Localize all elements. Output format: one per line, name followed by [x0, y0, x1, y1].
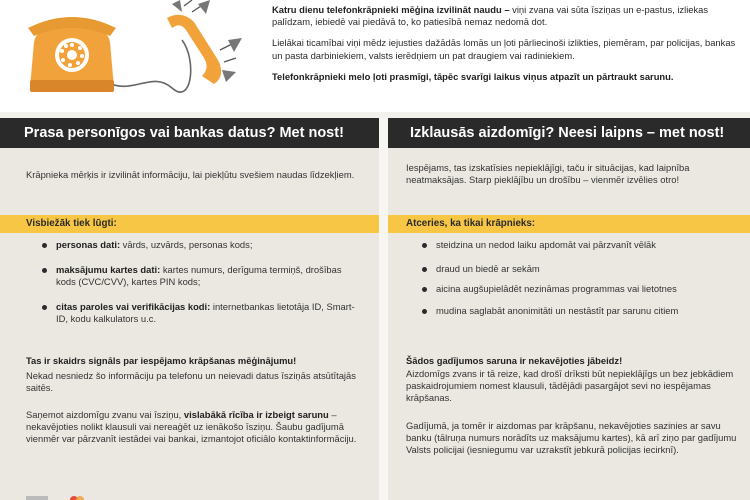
footer-logo: [22, 494, 102, 500]
list-item: draud un biedē ar sekām: [436, 263, 540, 274]
left-band: Visbiežāk tiek lūgti:: [0, 215, 379, 233]
telephone-illustration: [22, 0, 247, 108]
left-signal-heading: Tas ir skaidrs signāls par iespējamo krāpšanas mēģinājumu!: [26, 355, 297, 366]
list-item: aicina augšupielādēt nezināmas programmas vai lietotnes: [436, 283, 677, 294]
bullet-dot: [422, 243, 427, 248]
left-signal-text: Nekad nesniedz šo informāciju pa telefonu un neievadi datus īsziņās atsūtītajās saitēs.: [26, 370, 356, 394]
intro-paragraph-1: Katru dienu telefonkrāpnieki mēģina izvilināt naudu – viņi zvana vai sūta īsziņas un e-pastus, izliekas palīdzam, iebiedē vai piedāvā to, ko patiesībā nemaz nedomā dot.: [272, 4, 709, 28]
left-column: [0, 148, 379, 500]
right-final-text: Gadījumā, ja tomēr ir aizdomas par krāpšanu, nekavējoties sazinies ar savu banku (tālruņa numurs norādīts uz maksājumu kartes), kā arī ziņo par gadījumu Valsts policijai (iesniegumu var uzrakstīt jebkurā policijas iecirknī).: [406, 420, 737, 456]
list-item: maksājumu kartes dati: kartes numurs, derīguma termiņš, drošības kods (CVC/CVV), kartes PIN kods;: [56, 264, 342, 287]
bullet-dot: [422, 287, 427, 292]
right-column: [388, 148, 750, 500]
top-section: [0, 0, 750, 112]
right-header: Izklausās aizdomīgi? Neesi laipns – met nost!: [388, 118, 750, 148]
right-action-heading: Šādos gadījumos saruna ir nekavējoties jābeidz!: [406, 355, 623, 366]
list-item: mudina saglabāt anonimitāti un nestāstīt par sarunu citiem: [436, 305, 679, 316]
left-advice: Saņemot aizdomīgu zvanu vai īsziņu, vislabākā rīcība ir izbeigt sarunu – nekavējoties nolikt klausuli vai nereaģēt uz ienākošo īsziņu. Šaubu gadījumā vienmēr var pārzvanīt iestādei vai bankai, izmantojot oficiālo kontaktinformāciju.: [26, 409, 357, 445]
intro-paragraph-2: Lielākai ticamībai viņi mēdz iejusties dažādās lomās un ļoti pārliecinoši izlikties, piemēram, par policijas, bankas un pasta darbiniekiem, valsts ierēdņiem un pat draugiem vai radiniekiem.: [272, 37, 736, 61]
bullet-dot: [422, 309, 427, 314]
bullet-dot: [42, 243, 47, 248]
column-divider: [379, 118, 388, 500]
list-item: citas paroles vai verifikācijas kodi: internetbankas lietotāja ID, Smart-ID, kodu kalkulators u.c.: [56, 301, 355, 324]
left-intro: Krāpnieka mērķis ir izvilināt informāciju, lai piekļūtu svešiem naudas līdzekļiem.: [26, 169, 355, 180]
intro-text: [272, 4, 742, 92]
bullet-dot: [42, 268, 47, 273]
bullet-dot: [422, 267, 427, 272]
list-item: personas dati: vārds, uzvārds, personas kods;: [56, 239, 253, 250]
right-intro: Iespējams, tas izskatīsies nepieklājīgi, taču ir situācijas, kad laipnība neatmaksājas. Starp pieklājību un drošību – vienmēr izvēlies otro!: [406, 162, 690, 186]
bullet-dot: [42, 305, 47, 310]
intro-paragraph-3: Telefonkrāpnieki melo ļoti prasmīgi, tāpēc svarīgi laikus viņus atpazīt un pārtraukt sarunu.: [272, 70, 674, 82]
left-header: Prasa personīgos vai bankas datus? Met nost!: [0, 118, 379, 148]
right-band: Atceries, ka tikai krāpnieks:: [388, 215, 750, 233]
list-item: steidzina un nedod laiku apdomāt vai pārzvanīt vēlāk: [436, 239, 656, 250]
right-action-text: Aizdomīgs zvans ir tā reize, kad drošī drīksti būt nepieklājīgs un bez jebkādiem paskaidrojumiem nomest klausuli, tādējādi pasargājot sevi no iespējamas krāpšanas.: [406, 368, 734, 404]
